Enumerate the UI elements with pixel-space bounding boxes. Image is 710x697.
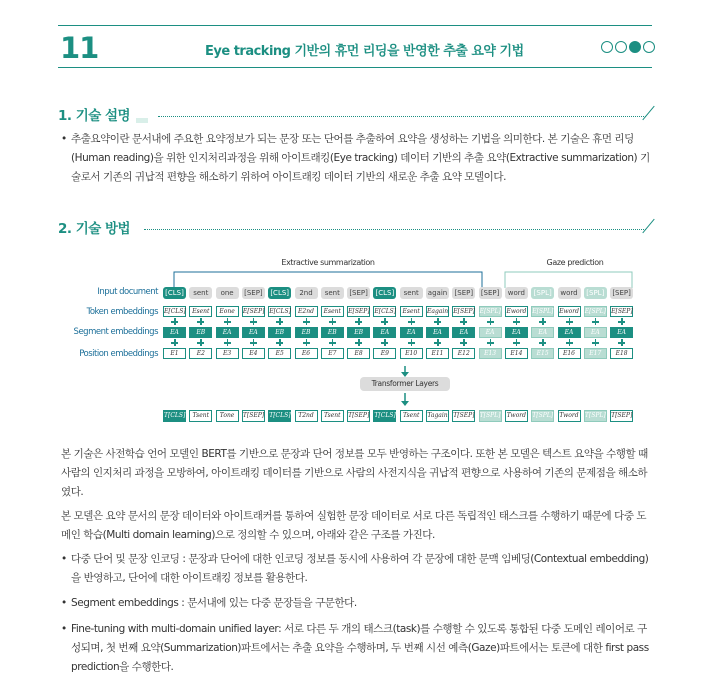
body-bullet-3: • Fine-tuning with multi-domain unified layer: 서로 다른 두 개의 태스크(task)를 수행할 수 있도록 통합된 다중 도메인 레이어로 구성되며, 첫 번째 요약(Summarization)파트에서는 추출 요약을 수행하며, 두 번째 시선 예측(Gaze)파트에서는 토큰에 대한 first pass prediction을 수행한다. [61, 620, 653, 677]
token-embedding: Eword [506, 308, 527, 315]
plus-icon [618, 339, 625, 346]
plus-icon [618, 318, 625, 325]
output-token: T[SPL] [479, 410, 502, 422]
token-embedding: Esent [189, 306, 212, 317]
token-embedding: E[SEP] [453, 308, 475, 315]
plus-icon [460, 318, 467, 325]
position-embedding: E18 [610, 348, 633, 359]
section-2-title: 2. 기술 방법 [58, 217, 136, 237]
transformer-layers: Transformer Layers [360, 377, 450, 391]
input-token: 2nd [295, 287, 318, 299]
token-embedding: E[CLS] [164, 308, 186, 315]
position-embedding: E15 [531, 348, 554, 359]
output-token: Tword [558, 410, 581, 422]
output-token: Tsent [321, 410, 344, 422]
plus-icon [408, 339, 415, 346]
body-paragraph-2: 본 모델은 요약 문서의 문장 데이터와 아이트래커를 통하여 실험한 문장 데이터로 서로 다른 독립적인 태스크를 수행하기 때문에 다중 도메인 학습(Multi domain learning)으로 정의할 수 있으며, 아래와 같은 구조를 가진다. [61, 510, 647, 541]
input-token: [CLS] [163, 287, 186, 299]
row-label-input: Input document [97, 287, 158, 297]
plus-icon [592, 339, 599, 346]
position-embedding: E3 [216, 348, 239, 359]
group-label-extractive: Extractive summarization [281, 258, 375, 267]
position-embedding: E1 [163, 348, 186, 359]
plus-icon [355, 339, 362, 346]
plus-icon [224, 318, 231, 325]
position-embedding: E17 [584, 348, 607, 359]
plus-icon [197, 339, 204, 346]
plus-icon [381, 318, 388, 325]
input-token: [SPL] [584, 287, 607, 299]
output-token: Tsent [400, 410, 423, 422]
position-embedding: E14 [505, 348, 528, 359]
position-embedding: E2 [189, 348, 212, 359]
segment-embedding: EA [610, 327, 633, 338]
output-token: T[CLS] [268, 410, 291, 422]
plus-icon [276, 339, 283, 346]
segment-embedding: EA [163, 327, 186, 338]
plus-icon [171, 318, 178, 325]
plus-icon [434, 339, 441, 346]
input-token: [CLS] [373, 287, 396, 299]
plus-icon [513, 339, 520, 346]
row-label-segment: Segment embeddings [73, 327, 158, 337]
output-token: T[SPL] [584, 410, 607, 422]
position-embedding: E9 [373, 348, 396, 359]
row-label-position: Position embeddings [79, 349, 158, 359]
input-token: one [216, 287, 239, 299]
token-embedding: E[CLS] [269, 308, 291, 315]
position-embedding: E6 [295, 348, 318, 359]
segment-embedding: EA [242, 327, 265, 338]
plus-icon [592, 318, 599, 325]
body-bullet-2: • Segment embeddings : 문서내에 있는 다중 문장들을 구문한다. [61, 594, 653, 613]
position-embedding: E13 [479, 348, 502, 359]
body-bullet-1: • 다중 단어 및 문장 인코딩 : 문장과 단어에 대한 인코딩 정보를 동시에 사용하여 각 문장에 대한 문맥 임베딩(Contextual embedding)을 반영하고, 단어에 대한 아이트래킹 정보를 활용한다. [61, 550, 653, 588]
position-embedding: E5 [268, 348, 291, 359]
position-embedding: E11 [426, 348, 449, 359]
plus-icon [539, 318, 546, 325]
position-embedding: E4 [242, 348, 265, 359]
token-embedding: Esent [400, 306, 423, 317]
segment-embedding: EB [321, 327, 344, 338]
plus-icon [487, 318, 494, 325]
input-token: [SPL] [531, 287, 554, 299]
segment-embedding: EB [347, 327, 370, 338]
segment-embedding: EA [584, 327, 607, 338]
token-embedding: E[SPL] [532, 308, 554, 315]
token-embedding: E[SPL] [584, 308, 606, 315]
plus-icon [566, 318, 573, 325]
plus-icon [513, 318, 520, 325]
position-embedding: E10 [400, 348, 423, 359]
token-embedding: E[CLS] [374, 308, 397, 315]
group-label-gaze: Gaze prediction [546, 258, 604, 267]
token-embedding: E[SEP] [611, 308, 633, 315]
plus-icon [566, 339, 573, 346]
output-token: T2nd [295, 410, 318, 422]
output-token: T[SEP] [610, 410, 633, 422]
segment-embedding: EB [295, 327, 318, 338]
segment-embedding: EA [479, 327, 502, 338]
input-token: sent [321, 287, 344, 299]
plus-icon [434, 318, 441, 325]
segment-embedding: EA [373, 327, 396, 338]
position-embedding: E12 [452, 348, 475, 359]
output-token: Tone [216, 410, 239, 422]
section-1-bullet: • 추출요약이란 문서내에 주요한 요약정보가 되는 문장 또는 단어를 추출하여 요약을 생성하는 기법을 의미한다. 본 기술은 휴먼 리딩(Human reading)을 위한 인지처리과정을 위해 아이트래킹(Eye tracking) 데이터 기반의 추출 요약(Extractive summarization) 기술로서 기존의 귀납적 편향을 해소하기 위하여 아이트래킹 데이터 기반의 새로운 추출 요약 모델이다. [61, 130, 653, 187]
plus-icon [303, 318, 310, 325]
plus-icon [355, 318, 362, 325]
output-token: T[CLS] [373, 410, 396, 422]
plus-icon [224, 339, 231, 346]
input-token: sent [189, 287, 212, 299]
output-token: Tword [505, 410, 528, 422]
section-1-title: 1. 기술 설명 [58, 104, 136, 124]
input-token: word [558, 287, 581, 299]
plus-icon [171, 339, 178, 346]
segment-embedding: EA [400, 327, 423, 338]
segment-embedding: EA [216, 327, 239, 338]
plus-icon [381, 339, 388, 346]
input-token: again [427, 289, 448, 297]
output-token: Tagain [426, 410, 449, 422]
position-embedding: E7 [321, 348, 344, 359]
token-embedding: E[SEP] [348, 308, 370, 315]
plus-icon [460, 339, 467, 346]
plus-icon [276, 318, 283, 325]
token-embedding: E[SEP] [242, 308, 265, 315]
segment-embedding: EA [426, 327, 449, 338]
segment-embedding: EA [505, 327, 528, 338]
input-token: [SEP] [242, 287, 265, 299]
token-embedding: E2nd [295, 306, 318, 317]
input-token: [CLS] [268, 287, 291, 299]
token-embedding: E[SPL] [479, 308, 501, 315]
input-token: [SEP] [479, 287, 502, 299]
plus-icon [487, 339, 494, 346]
segment-embedding: EA [558, 327, 581, 338]
plus-icon [329, 318, 336, 325]
plus-icon [539, 339, 546, 346]
input-token: [SEP] [347, 287, 370, 299]
plus-icon [250, 339, 257, 346]
plus-icon [303, 339, 310, 346]
row-label-token: Token embeddings [86, 307, 158, 317]
token-embedding: Esent [321, 306, 344, 317]
plus-icon [197, 318, 204, 325]
input-token: [SEP] [610, 287, 633, 299]
body-paragraph-1: 본 기술은 사전학습 언어 모델인 BERT를 기반으로 문장과 단어 정보를 모두 반영하는 구조이다. 또한 본 모델은 텍스트 요약을 수행할 때 사람의 인지처리 과정을 모방하여, 아이트래킹 데이터를 기반으로 사람의 사전지식을 귀납적 편향으로 사용하여 기존의 문제점을 해소하였다. [61, 448, 648, 498]
segment-embedding: EA [531, 327, 554, 338]
position-embedding: E16 [558, 348, 581, 359]
token-embedding: Eword [559, 308, 579, 315]
output-token: T[SPL] [531, 410, 554, 422]
plus-icon [329, 339, 336, 346]
output-token: Tsent [189, 410, 212, 422]
output-token: T[CLS] [163, 410, 186, 422]
segment-embedding: EA [452, 327, 475, 338]
output-token: T[SEP] [347, 410, 370, 422]
token-embedding: Eone [216, 306, 239, 317]
page-number: 11 [60, 31, 99, 65]
input-token: sent [400, 287, 423, 299]
segment-embedding: EB [268, 327, 291, 338]
position-embedding: E8 [347, 348, 370, 359]
input-token: [SEP] [452, 287, 475, 299]
output-token: T[SEP] [452, 410, 475, 422]
plus-icon [250, 318, 257, 325]
segment-embedding: EB [189, 327, 212, 338]
page-title: Eye tracking 기반의 휴먼 리딩을 반영한 추출 요약 기법 [205, 44, 524, 59]
input-token: word [505, 287, 528, 299]
plus-icon [408, 318, 415, 325]
output-token: T[SEP] [242, 410, 265, 422]
token-embedding: Eagain [427, 308, 449, 315]
